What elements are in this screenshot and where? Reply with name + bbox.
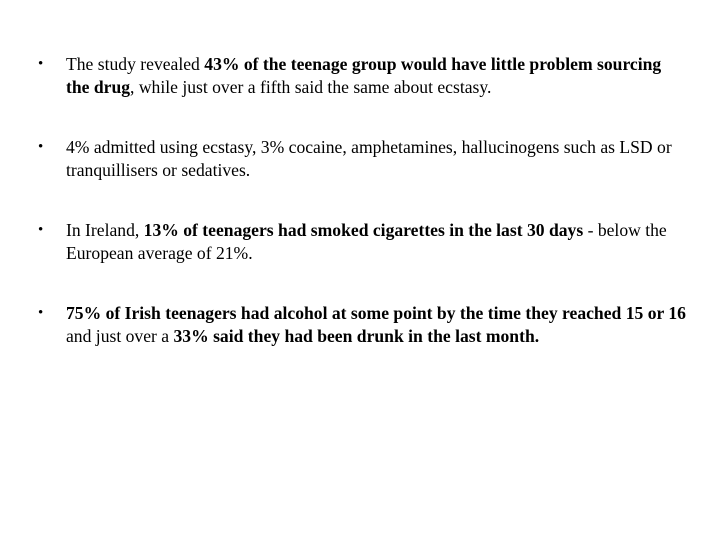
bullet-text-segment: In Ireland, bbox=[66, 220, 144, 240]
bullet-text bbox=[66, 303, 686, 346]
bullet-text bbox=[66, 137, 672, 180]
bullet-mark: • bbox=[38, 139, 44, 155]
bullet-item-drug-usage bbox=[38, 136, 688, 182]
bullet-text bbox=[66, 220, 667, 263]
bullet-text-segment: and just over a bbox=[66, 326, 174, 346]
bullet-text-emphasis: 13% of teenagers had smoked cigarettes in the last 30 days bbox=[143, 220, 584, 240]
bullet-mark: • bbox=[38, 222, 44, 238]
bullet-text bbox=[66, 54, 661, 97]
bullet-text-segment: , while just over a fifth said the same about ecstasy. bbox=[130, 77, 492, 97]
bullet-item-smoking-ireland bbox=[38, 219, 688, 265]
bullet-text-segment: The study revealed bbox=[66, 54, 205, 74]
bullet-text-emphasis: 33% said they had been drunk in the last month. bbox=[173, 326, 540, 346]
bullet-text-emphasis: 75% of Irish teenagers had alcohol at some point by the time they reached 15 or 16 bbox=[66, 303, 686, 323]
bullet-mark: • bbox=[38, 305, 44, 321]
bullet-mark: • bbox=[38, 56, 44, 72]
bullet-text-segment: 4% admitted using ecstasy, 3% cocaine, amphetamines, hallucinogens such as LSD or tranquillisers or sedatives. bbox=[66, 137, 672, 180]
bullet-item-alcohol-ireland bbox=[38, 302, 688, 348]
bullet-list bbox=[38, 53, 688, 385]
bullet-text-emphasis: 43% of the teenage group would have little problem sourcing the drug bbox=[66, 54, 662, 97]
bullet-item-teen-drug-sourcing bbox=[38, 53, 688, 99]
bullet-text-segment: - below the European average of 21%. bbox=[66, 220, 667, 263]
